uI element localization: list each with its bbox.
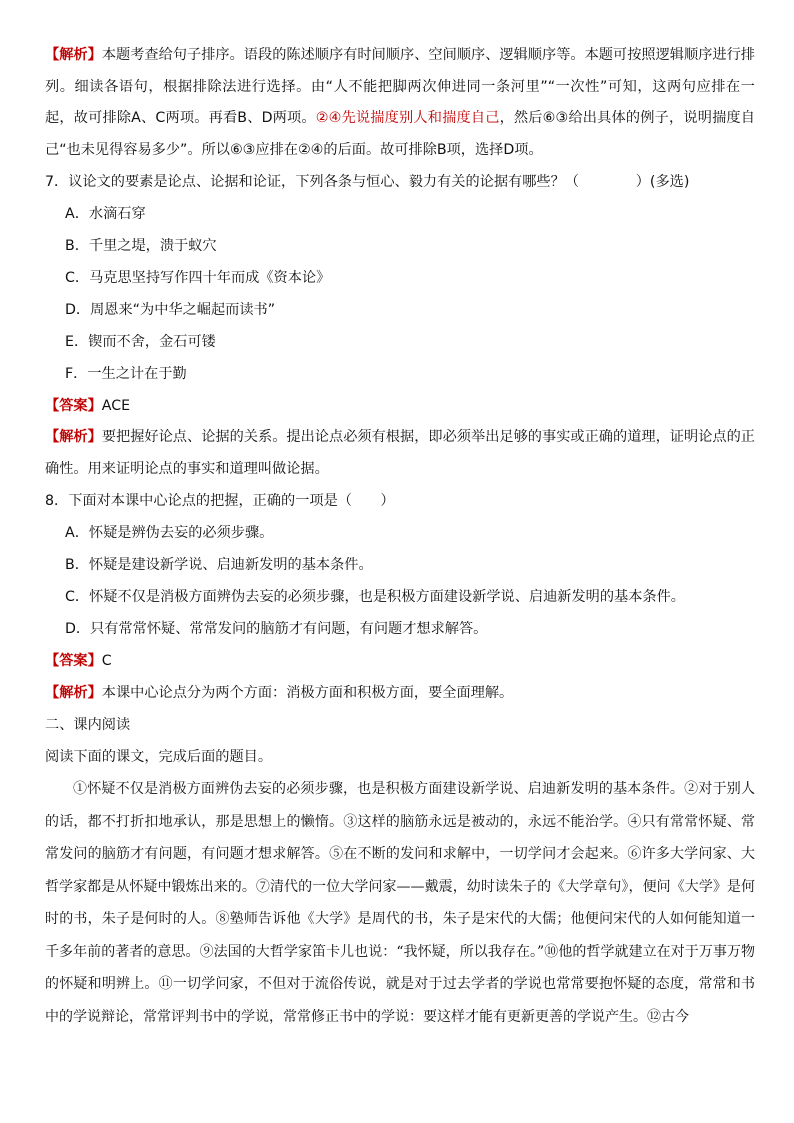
q8-stem: 8．下面对本课中心论点的把握，正确的一项是（ ） xyxy=(45,493,395,509)
q7-option-f: F．一生之计在于勤 xyxy=(65,366,187,382)
analysis-tag: 【解析】 xyxy=(45,429,102,445)
answer-tag: 【答案】 xyxy=(45,398,102,414)
document-page xyxy=(45,40,755,1033)
reading-passage: ①怀疑不仅是消极方面辨伪去妄的必须步骤，也是积极方面建设新学说、启迪新发明的基本条件。②对于别人的话，都不打折扣地承认，那是思想上的懒惰。③这样的脑筋永远是被动的，永远不能治学。④只有常常怀疑、常常发问的脑筋才有问题，有问题才想求解答。⑤在不断的发问和求解中，一切学问才会起来。⑥许多大学问家、大哲学家都是从怀疑中锻炼出来的。⑦清代的一位大学问家——戴震，幼时读朱子的《大学章句》，便问《大学》是何时的书，朱子是何时的人。⑧塾师告诉他《大学》是周代的书，朱子是宋代的大儒；他便问宋代的人如何能知道一千多年前的著者的意思。⑨法国的大哲学家笛卡儿也说：“我怀疑，所以我存在。”⑩他的哲学就建立在对于万事万物的怀疑和明辨上。⑪一切学问家，不但对于流俗传说，就是对于过去学者的学说也常常要抱怀疑的态度，常常和书中的学说辩论，常常评判书中的学说，常常修正书中的学说：要这样才能有更新更善的学说产生。⑫古今 xyxy=(45,781,755,1025)
reading-instruction: 阅读下面的课文，完成后面的题目。 xyxy=(45,749,273,765)
section-heading: 二、课内阅读 xyxy=(45,717,131,733)
q8-option-c: C．怀疑不仅是消极方面辨伪去妄的必须步骤，也是积极方面建设新学说、启迪新发明的基本条件。 xyxy=(65,589,685,605)
q8-option-b: B．怀疑是建设新学说、启迪新发明的基本条件。 xyxy=(65,557,373,573)
q7-analysis xyxy=(45,422,755,485)
q7-option-e: E．锲而不舍，金石可镂 xyxy=(65,334,216,350)
analysis-highlight: ②④先说揣度别人和揣度自己 xyxy=(315,110,500,126)
q8-analysis xyxy=(45,677,755,709)
answer-value: C xyxy=(101,653,112,669)
q8-answer xyxy=(45,645,755,677)
analysis-tag: 【解析】 xyxy=(45,685,102,701)
analysis-text: 本课中心论点分为两个方面：消极方面和积极方面，要全面理解。 xyxy=(101,685,514,701)
analysis-text: 要把握好论点、论据的关系。提出论点必须有根据，即必须举出足够的事实或正确的道理，证明论点的正确性。用来证明论点的事实和道理叫做论据。 xyxy=(45,429,755,477)
analysis-tag: 【解析】 xyxy=(45,47,102,63)
q8-option-d: D．只有常常怀疑、常常发问的脑筋才有问题，有问题才想求解答。 xyxy=(65,621,488,637)
q7-answer xyxy=(45,390,755,422)
analysis-text: 本题考查给句子排序。语段的陈述顺序有时间顺序、空间顺序、逻辑顺序等。本题可按照逻辑顺序进行排列。细读各语句，根据排除法进行选择。由“人不能把脚两次伸进同一条河里”“一次性”可知，这两句应排在一起，故可排除A、C两项。再看B、D两项。 xyxy=(45,47,755,126)
answer-tag: 【答案】 xyxy=(45,653,102,669)
analysis-text-continued: ，然后⑥③给出具体的例子，说明揣度自己“也未见得容易多少”。所以⑥③应排在②④的后面。故可排除B项，选择D项。 xyxy=(45,110,755,158)
answer-value: ACE xyxy=(101,398,131,414)
q7-option-d: D．周恩来“为中华之崛起而读书” xyxy=(65,302,276,318)
q7-option-b: B．千里之堤，溃于蚁穴 xyxy=(65,238,217,254)
q6-analysis xyxy=(45,40,755,166)
q7-option-a: A．水滴石穿 xyxy=(65,206,146,222)
q7-stem: 7．议论文的要素是论点、论据和论证，下列各条与恒心、毅力有关的论据有哪些？（ ）(多选) xyxy=(45,174,690,190)
q7-option-c: C．马克思坚持写作四十年而成《资本论》 xyxy=(65,270,331,286)
q8-option-a: A．怀疑是辨伪去妄的必须步骤。 xyxy=(65,525,274,541)
